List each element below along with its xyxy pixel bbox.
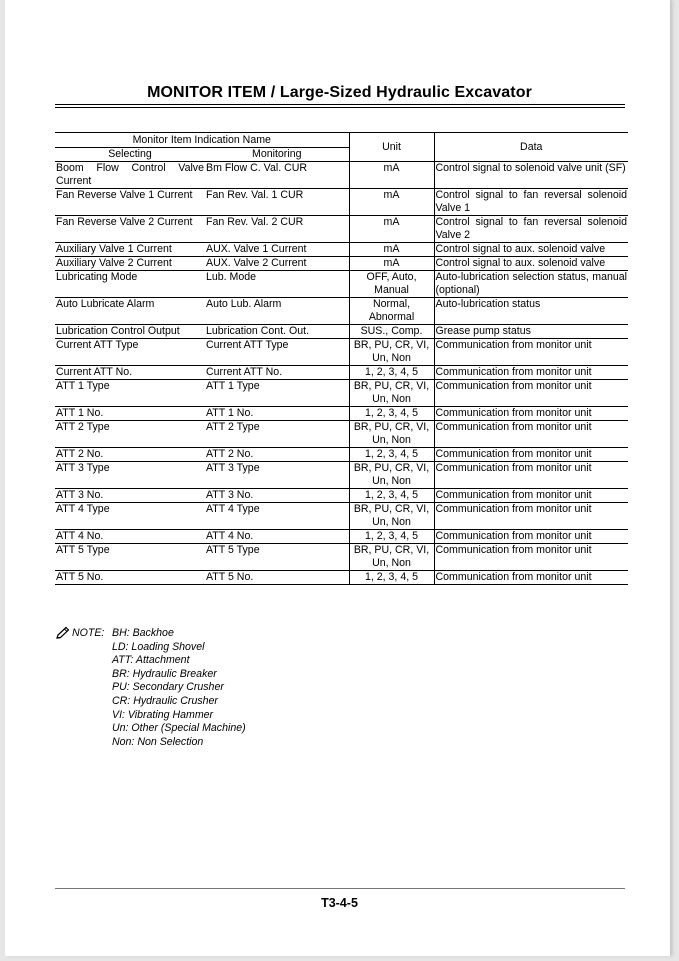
row-monitoring-name: Current ATT Type (205, 339, 349, 366)
row-data: Control signal to aux. solenoid valve (434, 257, 628, 271)
row-unit: BR, PU, CR, VI, Un, Non (349, 544, 434, 571)
row-selecting-name: ATT 3 Type (55, 462, 205, 489)
row-monitoring-name: ATT 2 Type (205, 421, 349, 448)
row-data: Communication from monitor unit (434, 448, 628, 462)
row-monitoring-name: Fan Rev. Val. 2 CUR (205, 216, 349, 243)
row-monitoring-name: ATT 1 No. (205, 407, 349, 421)
page-number: T3-4-5 (321, 896, 358, 910)
row-unit: 1, 2, 3, 4, 5 (349, 530, 434, 544)
table-row (55, 298, 628, 325)
row-monitoring-name: Fan Rev. Val. 1 CUR (205, 189, 349, 216)
monitor-item-table (55, 132, 628, 585)
note-line: LD: Loading Shovel (112, 640, 205, 653)
table-row (55, 489, 628, 503)
row-data: Communication from monitor unit (434, 571, 628, 585)
row-unit: mA (349, 216, 434, 243)
row-monitoring-name: Lub. Mode (205, 271, 349, 298)
note-line: Un: Other (Special Machine) (112, 722, 246, 735)
header-unit: Unit (349, 133, 434, 162)
row-monitoring-name: Auto Lub. Alarm (205, 298, 349, 325)
row-unit: mA (349, 189, 434, 216)
footer-rule (55, 888, 625, 889)
row-monitoring-name: ATT 4 No. (205, 530, 349, 544)
row-selecting-name: Fan Reverse Valve 1 Current (55, 189, 205, 216)
row-monitoring-name: ATT 2 No. (205, 448, 349, 462)
row-selecting-name: ATT 1 Type (55, 380, 205, 407)
row-monitoring-name: ATT 5 No. (205, 571, 349, 585)
note-line: BH: Backhoe (112, 627, 174, 639)
table-row (55, 407, 628, 421)
row-selecting-name: Auxiliary Valve 2 Current (55, 257, 205, 271)
row-monitoring-name: ATT 1 Type (205, 380, 349, 407)
row-data: Communication from monitor unit (434, 530, 628, 544)
table-row (55, 216, 628, 243)
row-data: Communication from monitor unit (434, 407, 628, 421)
row-selecting-name: Current ATT Type (55, 339, 205, 366)
row-monitoring-name: ATT 5 Type (205, 544, 349, 571)
table-row (55, 462, 628, 489)
row-data: Control signal to fan reversal solenoid Valve 2 (435, 216, 627, 241)
row-unit: mA (349, 243, 434, 257)
note-line: VI: Vibrating Hammer (112, 708, 214, 721)
table-row (55, 421, 628, 448)
table-row (55, 366, 628, 380)
row-unit: 1, 2, 3, 4, 5 (349, 571, 434, 585)
row-data: Auto-lubrication status (434, 298, 628, 325)
row-data: Grease pump status (434, 325, 628, 339)
row-unit: BR, PU, CR, VI, Un, Non (349, 503, 434, 530)
header-selecting: Selecting (55, 148, 205, 162)
row-selecting-name: Boom Flow Control Valve Current (56, 162, 204, 187)
row-selecting-name: Fan Reverse Valve 2 Current (55, 216, 205, 243)
row-monitoring-name: ATT 3 Type (205, 462, 349, 489)
row-unit: BR, PU, CR, VI, Un, Non (349, 380, 434, 407)
table-row (55, 544, 628, 571)
row-selecting-name: Auto Lubricate Alarm (55, 298, 205, 325)
note-line: CR: Hydraulic Crusher (112, 694, 218, 707)
row-data: Communication from monitor unit (434, 339, 628, 366)
row-unit: Normal, Abnormal (349, 298, 434, 325)
note-lines (112, 627, 246, 749)
header-indication-name: Monitor Item Indication Name (55, 133, 349, 148)
note-line: BR: Hydraulic Breaker (112, 667, 217, 680)
row-selecting-name: Current ATT No. (55, 366, 205, 380)
row-selecting-name: Lubricating Mode (55, 271, 205, 298)
header-monitoring: Monitoring (205, 148, 349, 162)
row-data: Auto-lubrication selection status, manual (optional) (435, 271, 627, 296)
row-unit: mA (349, 162, 434, 189)
row-unit: BR, PU, CR, VI, Un, Non (349, 421, 434, 448)
row-selecting-name: ATT 5 No. (55, 571, 205, 585)
table-row (55, 530, 628, 544)
table-row (55, 189, 628, 216)
row-monitoring-name: AUX. Valve 1 Current (205, 243, 349, 257)
row-selecting-name: Lubrication Control Output (55, 325, 205, 339)
table-row (55, 325, 628, 339)
row-selecting-name: ATT 4 Type (55, 503, 205, 530)
row-unit: 1, 2, 3, 4, 5 (349, 489, 434, 503)
note-label: NOTE: (72, 627, 105, 639)
row-selecting-name: Auxiliary Valve 1 Current (55, 243, 205, 257)
row-unit: 1, 2, 3, 4, 5 (349, 366, 434, 380)
row-monitoring-name: Current ATT No. (205, 366, 349, 380)
header-data: Data (434, 133, 628, 162)
note-line: ATT: Attachment (112, 654, 190, 667)
title-rule-top (55, 104, 625, 105)
row-data: Communication from monitor unit (434, 421, 628, 448)
table-row (55, 162, 628, 189)
row-unit: 1, 2, 3, 4, 5 (349, 448, 434, 462)
table-row (55, 339, 628, 366)
table-row (55, 380, 628, 407)
row-selecting-name: ATT 2 Type (55, 421, 205, 448)
page-title: MONITOR ITEM / Large-Sized Hydraulic Excavator (147, 84, 532, 101)
row-monitoring-name: ATT 4 Type (205, 503, 349, 530)
row-data: Communication from monitor unit (434, 503, 628, 530)
row-data: Control signal to solenoid valve unit (SF) (434, 162, 628, 189)
row-data: Control signal to fan reversal solenoid Valve 1 (435, 189, 627, 214)
table-row (55, 257, 628, 271)
table-row (55, 243, 628, 257)
pencil-note-icon (55, 626, 71, 640)
row-selecting-name: ATT 5 Type (55, 544, 205, 571)
row-selecting-name: ATT 1 No. (55, 407, 205, 421)
row-unit: 1, 2, 3, 4, 5 (349, 407, 434, 421)
row-unit: OFF, Auto, Manual (349, 271, 434, 298)
row-unit: BR, PU, CR, VI, Un, Non (349, 462, 434, 489)
table-row (55, 271, 628, 298)
row-unit: BR, PU, CR, VI, Un, Non (349, 339, 434, 366)
row-selecting-name: ATT 4 No. (55, 530, 205, 544)
row-monitoring-name: AUX. Valve 2 Current (205, 257, 349, 271)
row-data: Communication from monitor unit (434, 544, 628, 571)
title-rule-bottom (55, 107, 625, 108)
row-data: Communication from monitor unit (434, 366, 628, 380)
row-unit: mA (349, 257, 434, 271)
row-monitoring-name: ATT 3 No. (205, 489, 349, 503)
row-data: Communication from monitor unit (434, 462, 628, 489)
row-monitoring-name: Lubrication Cont. Out. (205, 325, 349, 339)
row-selecting-name: ATT 2 No. (55, 448, 205, 462)
note-line: Non: Non Selection (112, 735, 204, 748)
row-selecting-name: ATT 3 No. (55, 489, 205, 503)
table-row (55, 448, 628, 462)
note-line: PU: Secondary Crusher (112, 681, 224, 694)
table-row (55, 571, 628, 585)
row-data: Control signal to aux. solenoid valve (434, 243, 628, 257)
row-unit: SUS., Comp. (349, 325, 434, 339)
row-data: Communication from monitor unit (434, 380, 628, 407)
row-data: Communication from monitor unit (434, 489, 628, 503)
table-row (55, 503, 628, 530)
row-monitoring-name: Bm Flow C. Val. CUR (205, 162, 349, 189)
